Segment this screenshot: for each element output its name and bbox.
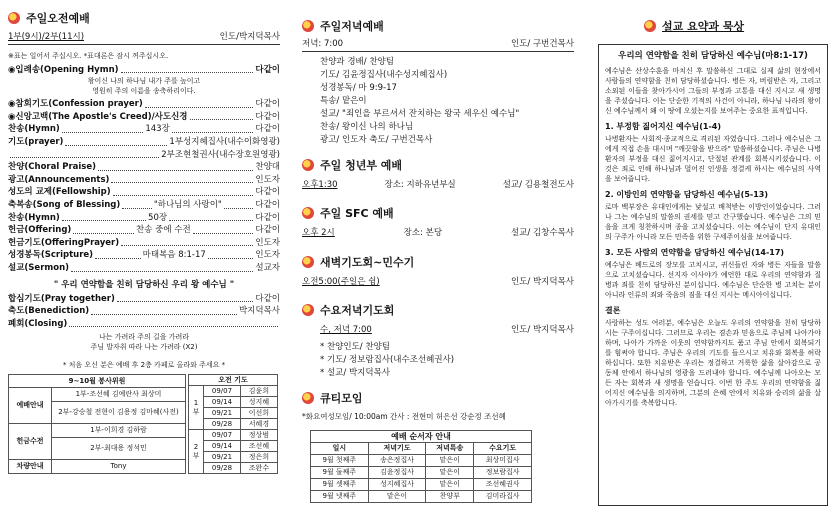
leader-dots xyxy=(190,111,254,121)
summary-point-heading: 1. 부정함 짊어지신 예수님(1-4) xyxy=(605,122,722,131)
order-item-label: 찬송(Hymn) xyxy=(8,212,60,223)
evening-order-item: 찬송/ 왕이신 나의 하나님 xyxy=(320,121,414,132)
prayer-date: 09/07 xyxy=(204,430,241,441)
evening-order-item: 설교/ "죄인을 부르셔서 잔치하는 왕국 세우신 예수님" xyxy=(320,108,520,119)
wednesday-row xyxy=(302,324,574,337)
evening-order xyxy=(302,56,574,147)
order-cell: 성지혜집사 xyxy=(368,478,426,490)
order-row xyxy=(311,478,532,490)
service-part: 2부 xyxy=(189,430,204,474)
order-cell: 조선혜권사 xyxy=(474,478,532,490)
flower-icon xyxy=(302,392,314,404)
youth-place: 장소: 지하유년부실 xyxy=(384,179,456,190)
order-cell: 찬양부 xyxy=(426,490,474,502)
order-item-label: ◉참회기도(Confession prayer) xyxy=(8,99,143,110)
volunteer-names: 2부-강승철 전현이 김용정 김마혜(사전) xyxy=(52,402,186,423)
order-item-role: 다같이 xyxy=(255,99,280,110)
order-item-label: 합심기도(Pray together) xyxy=(8,293,115,304)
order-item-label: 광고(Announcements) xyxy=(8,174,110,185)
order-item xyxy=(8,293,280,306)
flower-icon xyxy=(644,20,656,32)
volunteer-group: 차량안내 xyxy=(9,459,52,474)
prayer-table xyxy=(188,374,278,474)
order-item-label: 기도(prayer) xyxy=(8,136,64,147)
morning-worship-header xyxy=(8,10,280,26)
order-item-role: 설교자 xyxy=(255,262,280,273)
order-item xyxy=(8,249,280,262)
order-column-header: 일시 xyxy=(311,442,369,454)
wednesday-header xyxy=(302,302,574,318)
order-cell: 9월 첫째주 xyxy=(311,454,369,466)
order-item xyxy=(8,149,280,162)
prelude-label: ◉입례송(Opening Hymn) xyxy=(8,64,119,75)
order-item-label: ◉신앙고백(The Apostle's Creed)/사도신경 xyxy=(8,111,188,122)
order-cell: 김미라집사 xyxy=(474,490,532,502)
summary-points xyxy=(605,121,821,300)
order-item-detail: "하나님의 사랑이" xyxy=(153,199,222,210)
order-item-role: 인도자 xyxy=(255,237,280,248)
sermon-title: " 우리 연약함을 친히 담당하신 우리 왕 예수님 " xyxy=(53,279,235,290)
leader-dots xyxy=(117,293,254,303)
order-item xyxy=(8,136,280,149)
order-item xyxy=(8,186,280,199)
order-item xyxy=(8,224,280,237)
qt-title: 큐티모임 xyxy=(320,391,363,405)
order-cell: 9월 셋째주 xyxy=(311,478,369,490)
order-item xyxy=(8,305,280,318)
order-item-detail: 마태복음 8:1-17 xyxy=(142,250,206,261)
sermon-summary-column xyxy=(598,0,828,506)
order-item-role: 다같이 xyxy=(255,225,280,236)
order-item-role: 다같이 xyxy=(255,212,280,223)
evening-leader: 인도/ 구번건목사 xyxy=(510,39,574,49)
closing-song-2: 주님 발자취 따라 나는 가려라 (X2) xyxy=(90,343,198,352)
order-item-role: 다같이 xyxy=(255,187,280,198)
prayer-date: 09/14 xyxy=(204,441,241,452)
order-cell: 맡은이 xyxy=(426,478,474,490)
order-item-detail: 50장 xyxy=(148,212,168,223)
leader-dots xyxy=(10,149,159,159)
order-item-role: 다같이 xyxy=(255,124,280,135)
youth-header xyxy=(302,157,574,173)
order-column-header: 수요기도 xyxy=(474,442,532,454)
sfc-header xyxy=(302,205,574,221)
order-item xyxy=(8,237,280,250)
order-item xyxy=(8,111,280,124)
leader-dots xyxy=(121,237,253,247)
order-row xyxy=(311,466,532,478)
prelude-role: 다같이 xyxy=(255,64,280,75)
prayer-date: 09/28 xyxy=(204,419,241,430)
youth-time: 오후1:30 xyxy=(302,179,338,190)
volunteer-row xyxy=(9,387,186,402)
wednesday-order-item: * 찬양인도/ 찬양팀 xyxy=(320,341,390,352)
order-item-detail: 찬송 중에 수전 xyxy=(136,225,191,236)
order-item-role: 다같이 xyxy=(255,111,280,122)
order-item-role: 찬양대 xyxy=(255,162,280,173)
summary-header xyxy=(644,18,828,34)
order-item-role: 다같이 xyxy=(255,199,281,210)
evening-time-row xyxy=(302,38,574,52)
prayer-date: 09/07 xyxy=(204,386,241,397)
prayer-name: 서혜경 xyxy=(240,419,277,430)
order-item-role: 인도자 xyxy=(255,250,281,261)
volunteer-row xyxy=(9,459,186,474)
prayer-date: 09/14 xyxy=(204,397,241,408)
flower-icon xyxy=(302,256,314,268)
order-item-role: 박지덕목사 xyxy=(238,306,280,317)
summary-point-text: 로마 백부장은 유대인에게는 낯설고 배척받는 이방인이었습니다. 그러나 그는 예수님의 말씀의 권세를 믿고 간구했습니다. 예수님은 그의 믿음을 크게 칭찬하시며 종을 고치셨습니다. 이는 예수님이 단지 유대인의 구주가 아니라 모든 민족을 위한 구세주이심을 보여줍니다. xyxy=(605,203,821,241)
leader-dots xyxy=(224,199,254,209)
youth-preacher: 설교/ 김용철전도사 xyxy=(502,179,574,190)
evening-order-item: 기도/ 김윤정집사(내수성지혜집사) xyxy=(320,69,448,80)
summary-heading: 우리의 연약함을 친히 담당하신 예수님(마8:1-17) xyxy=(618,51,808,61)
evening-header xyxy=(302,18,574,34)
order-list xyxy=(8,98,280,274)
leader-dots xyxy=(172,123,254,133)
order-item-label: 축도(Benediction) xyxy=(8,306,90,317)
order-cell: 맡은이 xyxy=(426,454,474,466)
order-item xyxy=(8,174,280,187)
order-cell: 맡은이 xyxy=(426,466,474,478)
qt-line: *화요여성모임/ 10:00am 간사 : 전현미 허은선 강순정 조선혜 xyxy=(302,411,506,421)
order-item xyxy=(8,212,280,225)
order-item-label: 성경봉독(Scripture) xyxy=(8,250,94,261)
wednesday-order-item: * 기도/ 정보람집사(내수조선혜권사) xyxy=(320,354,455,365)
order-item-label: 설교(Sermon) xyxy=(8,262,70,273)
volunteer-table xyxy=(8,374,186,474)
dawn-leader: 인도/ 박지덕목사 xyxy=(510,276,574,287)
leader-dots xyxy=(65,136,167,146)
evening-order-item: 성경봉독/ 마 9:9-17 xyxy=(320,82,397,93)
prayer-name: 정상범 xyxy=(240,430,277,441)
order-cell: 9월 넷째주 xyxy=(311,490,369,502)
order-cell: 정보람집사 xyxy=(474,466,532,478)
order-item-label: 성도의 교제(Fellowship) xyxy=(8,187,111,198)
volunteer-group: 예배안내 xyxy=(9,387,52,423)
summary-point-heading: 2. 이방인의 연약함을 담당하신 예수님(5-13) xyxy=(605,190,768,199)
conclusion-heading: 결론 xyxy=(605,306,621,315)
prayer-name: 조완수 xyxy=(240,463,277,474)
order-table xyxy=(310,430,532,503)
evening-column xyxy=(302,0,574,503)
volunteer-row xyxy=(9,423,186,438)
wednesday-time: 수, 저녁 7:00 xyxy=(320,325,372,336)
order-cell: 맡은이 xyxy=(368,490,426,502)
order-item-label: 찬양(Choral Praise) xyxy=(8,162,97,173)
call-to-worship-2: 영원히 주의 이름을 송축하리이다. xyxy=(92,87,196,96)
wednesday-leader: 인도/ 박지덕목사 xyxy=(510,325,574,336)
flower-icon xyxy=(302,159,314,171)
flower-icon xyxy=(8,12,20,24)
sfc-row xyxy=(302,227,574,240)
order-item xyxy=(8,199,280,212)
morning-leader: 인도/박지덕목사 xyxy=(219,32,280,42)
prayer-table-header: 오전 기도 xyxy=(189,375,278,386)
evening-time: 저녁: 7:00 xyxy=(302,39,344,49)
evening-order-item: 찬양과 경배/ 찬양팀 xyxy=(320,56,394,67)
volunteer-names: 2부-최대용 정석민 xyxy=(52,438,186,459)
volunteer-tables xyxy=(8,374,280,474)
order-item xyxy=(8,98,280,111)
summary-point-text: 예수님은 베드로의 장모를 고치시고, 귀신들린 자와 병든 자들을 말씀으로 고치셨습니다. 선지자 이사야가 예언한 대로 우리의 연약함과 질병과 죄를 친히 담당하신 분이십니다. 예수님은 단순한 병 고치는 분이 아니라 인류의 죄와 죽음의 짐을 대신 지시는 메시아이십니다. xyxy=(605,261,821,299)
order-item-label: 축복송(Song of Blessing) xyxy=(8,199,121,210)
order-table-title: 예배 순서자 안내 xyxy=(311,430,532,442)
order-row xyxy=(311,490,532,502)
prayer-name: 김윤희 xyxy=(240,386,277,397)
prayer-name: 성지혜 xyxy=(240,397,277,408)
prayer-name: 조선혜 xyxy=(240,441,277,452)
order-column-header: 저녁기도 xyxy=(368,442,426,454)
summary-point-text: 나병환자는 사회적·종교적으로 격리된 자였습니다. 그러나 예수님은 그에게 직접 손을 대시며 "깨끗함을 받으라" 말씀하셨습니다. 주님은 나병환자의 부정을 대신 짊어지시고, 단절된 관계를 회복시키셨습니다. 이것은 죄로 인해 하나님과 멀어진 인생을 정결케 하시는 예수님의 사역을 보여줍니다. xyxy=(605,135,821,183)
youth-row xyxy=(302,179,574,192)
summary-point-heading: 3. 모든 사람의 연약함을 담당하신 예수님(14-17) xyxy=(605,248,785,257)
order-table-head xyxy=(311,442,532,454)
wednesday-order-item: * 설교/ 박지덕목사 xyxy=(320,367,390,378)
order-item-detail: 143장 xyxy=(145,124,170,135)
evening-order-item: 특송/ 맡은이 xyxy=(320,95,367,106)
volunteer-names: 1부-이희경 김하람 xyxy=(52,423,186,438)
qt-header xyxy=(302,390,574,406)
morning-time-row xyxy=(8,31,280,45)
sfc-time: 오후 2시 xyxy=(302,228,335,239)
prayer-date: 09/21 xyxy=(204,408,241,419)
service-part: 1부 xyxy=(189,386,204,430)
morning-worship-title: 주일오전예배 xyxy=(26,12,90,25)
dawn-title: 새벽기도회~민수기 xyxy=(320,255,415,269)
leader-dots xyxy=(193,224,254,234)
order-cell: 9월 둘째주 xyxy=(311,466,369,478)
sfc-place: 장소: 본당 xyxy=(403,228,443,239)
leader-dots xyxy=(98,161,253,171)
leader-dots xyxy=(113,186,254,196)
sfc-preacher: 설교/ 김창수목사 xyxy=(510,228,574,239)
call-to-worship-1: 왕이신 나의 하나님 내가 주를 높이고 xyxy=(87,77,201,86)
leader-dots xyxy=(169,212,253,222)
evening-order-item: 광고/ 인도자 축도/ 구번건목사 xyxy=(320,134,433,145)
volunteer-names: 1부-조선혜 김예란사 최상미 xyxy=(52,387,186,402)
morning-time: 1부(9시)/2부(11시) xyxy=(8,32,85,42)
volunteer-group: 헌금수전 xyxy=(9,423,52,459)
visitor-note: * 처음 오신 분은 예배 후 2층 카페로 올라와 주세요 * xyxy=(62,361,226,370)
dawn-header xyxy=(302,254,574,270)
order-item xyxy=(8,161,280,174)
leader-dots xyxy=(73,224,134,234)
leader-dots xyxy=(69,318,278,328)
order-item-role: 인도자 xyxy=(255,174,280,185)
order-cell: 김윤정집사 xyxy=(368,466,426,478)
order-item xyxy=(8,123,280,136)
dawn-time: 오전5:00(주일은 쉼) xyxy=(302,276,380,287)
order-column-header: 저녁특송 xyxy=(426,442,474,454)
prayer-name: 정은희 xyxy=(240,452,277,463)
leader-dots xyxy=(91,305,237,315)
sfc-title: 주일 SFC 예배 xyxy=(320,207,394,221)
order-item-label: 찬송(Hymn) xyxy=(8,124,60,135)
order-list-closing xyxy=(8,293,280,331)
prayer-date: 09/28 xyxy=(204,463,241,474)
prayer-name: 이선희 xyxy=(240,408,277,419)
leader-dots xyxy=(122,199,152,209)
summary-intro: 예수님은 산상수훈을 마치신 후 말씀하신 그대로 실제 삶의 현장에서 사람들의 연약함을 친히 담당하셨습니다. 병든 자, 버림받은 자, 그리고 소외된 이들을 찾아가시어 그들의 부정과 고통을 대신 지시고 새 생명을 주셨습니다. 이는 단순한 기적의 사건이 아니라, 하나님 나라의 왕이신 예수님께서 왜 이 땅에 오셨는지를 보여주는 중요한 표적입니다. xyxy=(605,67,821,115)
wednesday-title: 수요저녁기도회 xyxy=(320,304,395,318)
flower-icon xyxy=(302,20,314,32)
order-item-role: 2부조현철권사(내수장호원영광) xyxy=(161,149,280,160)
order-item-label: 헌금기도(OfferingPrayer) xyxy=(8,237,120,248)
prayer-date: 09/21 xyxy=(204,452,241,463)
order-item-role: 다같이 xyxy=(255,293,280,304)
wednesday-order xyxy=(302,341,574,380)
dawn-row xyxy=(302,276,574,289)
flower-icon xyxy=(302,304,314,316)
leader-dots xyxy=(95,249,141,259)
order-item-label: 헌금(Offering) xyxy=(8,225,72,236)
morning-worship-column xyxy=(8,0,280,474)
order-cell: 송은정집사 xyxy=(368,454,426,466)
order-item xyxy=(8,64,280,77)
summary-title: 설교 요약과 묵상 xyxy=(662,20,745,33)
youth-title: 주일 청년부 예배 xyxy=(320,158,403,172)
prayer-row xyxy=(189,430,278,441)
leader-dots xyxy=(62,212,146,222)
leader-dots xyxy=(145,98,254,108)
standing-note: ※표는 일어서 주십시오. *표대론은 잠시 꺼주십시오. xyxy=(8,51,169,60)
closing-song-1: 나는 가려라 주의 길을 가려라 xyxy=(98,333,190,342)
prayer-row xyxy=(189,386,278,397)
order-item xyxy=(8,262,280,275)
order-row xyxy=(311,454,532,466)
conclusion-text: 사랑하는 성도 여러분, 예수님은 오늘도 우리의 연약함을 친히 담당하시는 구주이십니다. 그러므로 우리는 겸손과 믿음으로 주님께 나아가야 하며, 나아가 가까운 이웃의 연약함까지도 품고 주님 안에서 회복되기를 힘써야 합니다. 주님은 우리의 기도를 들으시고 치유와 회복을 허락하십니다. 또한 치유받은 우리는 정결하고 거룩한 삶을 살아감으로 공동체 안에서 하나님의 영광을 드러내야 합니다. 예수님께 나아오는 모든 자는 회복과 새 생명을 얻습니다. 이번 한 주도 우리의 연약함을 짊어지신 예수님을 의지하며, 그분의 은혜 안에서 치유와 승리의 삶을 살아가시기를 축복합니다. xyxy=(605,319,821,407)
leader-dots xyxy=(71,262,253,272)
leader-dots xyxy=(111,174,253,184)
evening-title: 주일저녁예배 xyxy=(320,20,384,33)
volunteer-names: Tony xyxy=(52,459,186,474)
flower-icon xyxy=(302,207,314,219)
order-item-label: 폐회(Closing) xyxy=(8,318,68,329)
order-cell: 최상미집사 xyxy=(474,454,532,466)
leader-dots xyxy=(62,123,144,133)
summary-box xyxy=(598,44,828,506)
leader-dots xyxy=(208,249,254,259)
order-item xyxy=(8,318,280,331)
volunteer-table-header: 9~10월 봉사위원 xyxy=(9,375,186,387)
order-item-role: 1부성지혜집사(내수이화영광) xyxy=(169,136,280,147)
